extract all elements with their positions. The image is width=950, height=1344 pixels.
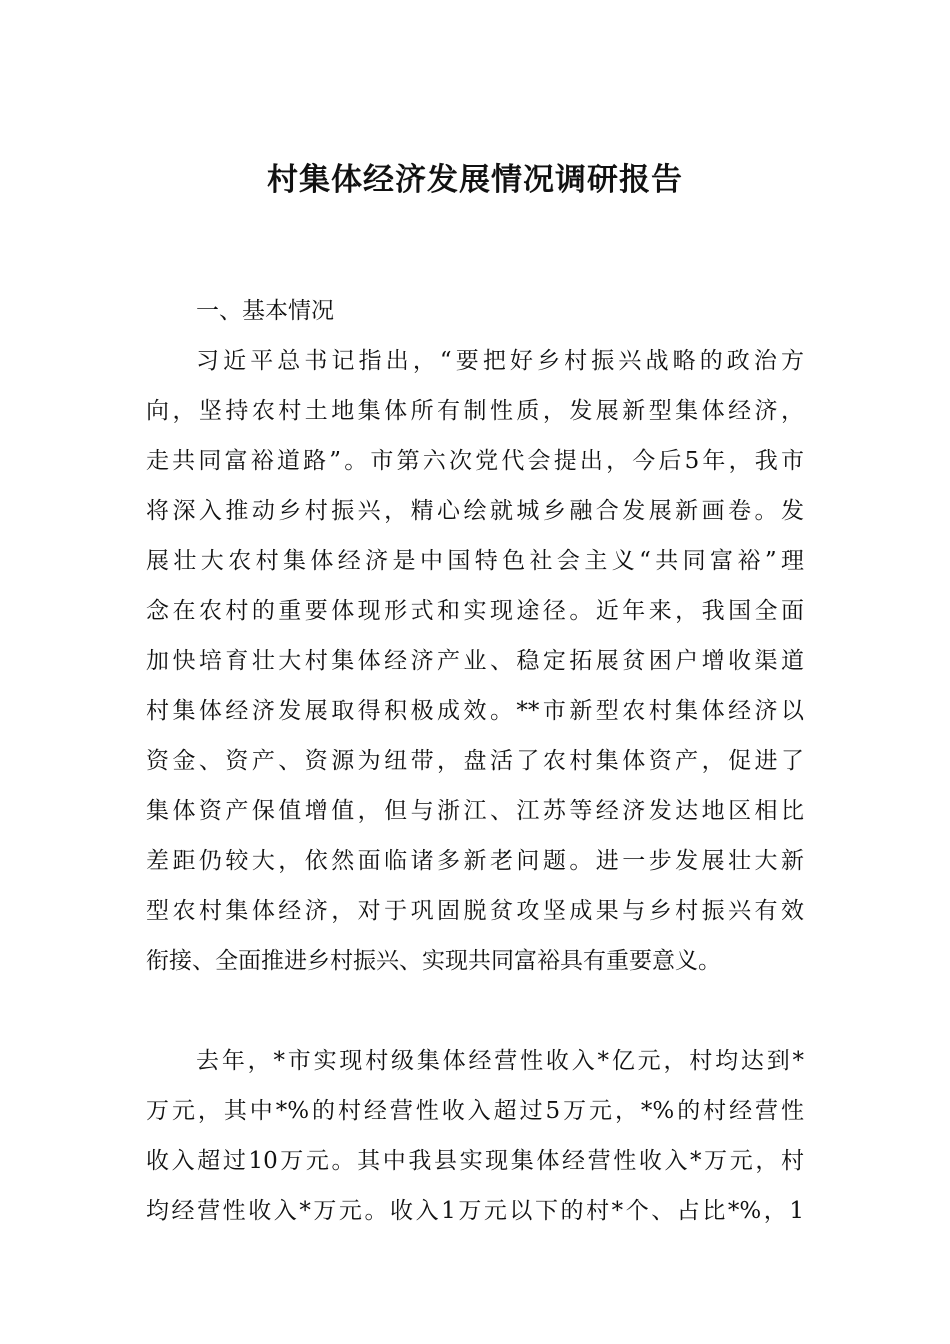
document-title: 村集体经济发展情况调研报告: [267, 162, 683, 198]
paragraph-line: 差距仍较大，依然面临诸多新老问题。进一步发展壮大新: [146, 848, 804, 874]
paragraph-line: 衔接、全面推进乡村振兴、实现共同富裕具有重要意义。: [146, 948, 721, 974]
paragraph-line: 向，坚持农村土地集体所有制性质，发展新型集体经济，: [146, 398, 804, 424]
paragraph-line: 念在农村的重要体现形式和实现途径。近年来，我国全面: [146, 598, 804, 624]
paragraph-line: 收入超过10万元。其中我县实现集体经营性收入*万元，村: [146, 1148, 804, 1174]
paragraph-line: 将深入推动乡村振兴，精心绘就城乡融合发展新画卷。发: [146, 498, 804, 524]
paragraph-line: 习近平总书记指出，“要把好乡村振兴战略的政治方: [196, 348, 804, 374]
paragraph-line: 均经营性收入*万元。收入1万元以下的村*个、占比*%，1: [146, 1198, 804, 1224]
paragraph-line: 集体资产保值增值，但与浙江、江苏等经济发达地区相比: [146, 798, 804, 824]
paragraph-line: 村集体经济发展取得积极成效。**市新型农村集体经济以: [146, 698, 804, 724]
paragraph-line: 型农村集体经济，对于巩固脱贫攻坚成果与乡村振兴有效: [146, 898, 804, 924]
section-heading: 一、基本情况: [196, 298, 334, 324]
paragraph-line: 走共同富裕道路”。市第六次党代会提出，今后5年，我市: [146, 448, 804, 474]
paragraph-line: 去年，*市实现村级集体经营性收入*亿元，村均达到*: [196, 1048, 804, 1074]
paragraph-line: 加快培育壮大村集体经济产业、稳定拓展贫困户增收渠道: [146, 648, 804, 674]
paragraph-line: 资金、资产、资源为纽带，盘活了农村集体资产，促进了: [146, 748, 804, 774]
paragraph-line: 展壮大农村集体经济是中国特色社会主义“共同富裕”理: [146, 548, 804, 574]
paragraph-line: 万元，其中*%的村经营性收入超过5万元，*%的村经营性: [146, 1098, 804, 1124]
